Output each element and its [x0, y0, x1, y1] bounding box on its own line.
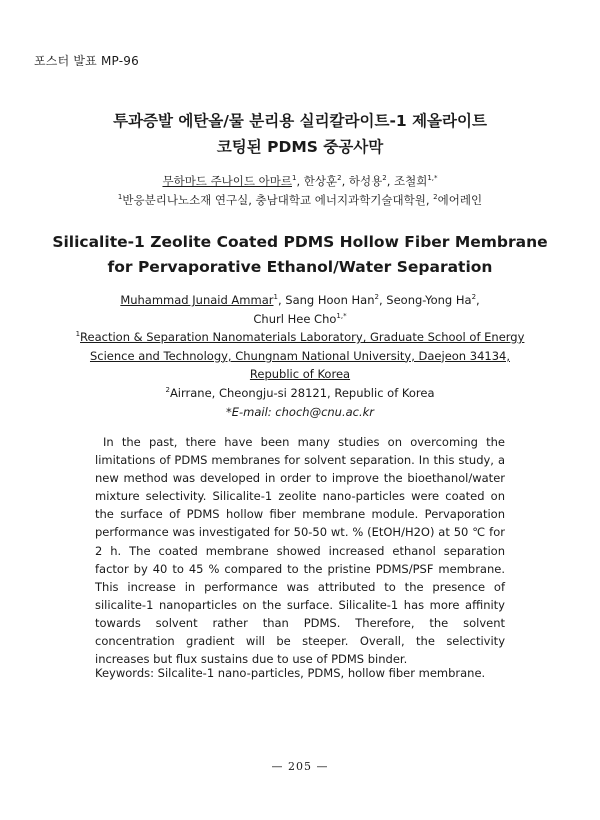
- english-title-line-1: Silicalite-1 Zeolite Coated PDMS Hollow Fiber Membrane: [52, 233, 548, 251]
- english-author-3: Seong-Yong Ha: [386, 293, 472, 307]
- english-aff-1-sup: 1: [75, 330, 81, 339]
- korean-author-2: 한상훈: [303, 174, 338, 188]
- korean-aff-1-sup: 1: [117, 193, 123, 202]
- korean-authors-block: [40, 172, 560, 210]
- korean-author-4: 조철희: [394, 174, 428, 188]
- keywords-line: Keywords: Silcalite-1 nano-particles, PDMS, hollow fiber membrane.: [95, 666, 486, 680]
- english-aff-1-line-1: Reaction & Separation Nanomaterials Laboratory, Graduate School of Energy: [80, 330, 525, 345]
- korean-author-list: 무하마드 주나이드 아마르$^1$, 한상훈$^2$, 하성용$^2$, 조철희$^{1,*}$: [162, 174, 438, 188]
- korean-title-line-1: 투과증발 에탄올/물 분리용 실리칼라이트-1 제올라이트: [113, 112, 487, 130]
- english-author-2-sup: 2: [374, 293, 379, 302]
- english-title: [40, 230, 560, 280]
- english-authors-block: [60, 291, 540, 421]
- page-number: — 205 —: [271, 760, 329, 773]
- korean-aff-2-sup: 2: [433, 193, 438, 202]
- abstract-paragraph: In the past, there have been many studies on overcoming the limitations of PDMS membranes for solvent separation. In this study, a new method was developed in order to improve the bioethanol/water mixture selectivity. Silicalite-1 zeolite nano-particles were coated on the surface of PDMS hollow fiber membrane module. Pervaporation performance was investigated for 50-50 wt. % (EtOH/H2O) at 50 ℃ for 2 h. The coated membrane showed increased ethanol separation factor by 40 to 45 % compared to the pristine PDMS/PSF membrane. This increase in performance was attributed to the presence of silicalite-1 nanoparticles on the surface. Silicalite-1 has more affinity towards solvent rather than PDMS. Therefore, the solvent concentration gradient will be steeper. Overall, the selectivity increases but flux sustains due to use of PDMS binder.: [95, 435, 505, 667]
- korean-author-3-sup: 2: [382, 174, 387, 183]
- korean-title-line-2: 코팅된 PDMS 중공사막: [216, 138, 384, 156]
- english-aff-1-line-2: Science and Technology, Chungnam National University, Daejeon 34134,: [89, 348, 510, 363]
- english-author-1-sup: 1: [273, 293, 278, 302]
- english-author-list-line-1: Muhammad Junaid Ammar$^1$, Sang Hoon Han$^2$, Seong-Yong Ha$^2$,: [120, 293, 480, 307]
- english-author-4: Churl Hee Cho: [253, 311, 337, 326]
- korean-affiliations: [40, 191, 560, 210]
- english-author-4-sup: 1,*: [336, 311, 347, 320]
- korean-author-3: 하성용: [348, 174, 383, 188]
- english-affiliation-1: [60, 328, 540, 384]
- korean-affiliation-1: 반응분리나노소재 연구실, 충남대학교 에너지과학기술대학원,: [122, 193, 430, 207]
- english-title-line-2: for Pervaporative Ethanol/Water Separation: [107, 258, 493, 276]
- english-author-2: Sang Hoon Han: [285, 293, 375, 307]
- korean-affiliation-2: 에어레인: [437, 193, 483, 207]
- english-aff-2-text: Airrane, Cheongju-si 28121, Republic of Korea: [169, 385, 435, 400]
- korean-author-1: 무하마드 주나이드 아마르: [162, 174, 292, 188]
- english-affiliation-2: [60, 384, 540, 403]
- english-author-1: Muhammad Junaid Ammar: [120, 293, 274, 307]
- english-author-3-sup: 2: [471, 293, 477, 302]
- english-author-list-line-2: [60, 310, 540, 329]
- korean-author-1-sup: 1: [292, 174, 297, 183]
- korean-author-4-sup: 1,*: [427, 174, 438, 183]
- english-aff-1-line-3: Republic of Korea: [249, 367, 351, 382]
- korean-title: [40, 108, 560, 160]
- english-aff-2-sup: 2: [165, 386, 170, 395]
- korean-author-2-sup: 2: [337, 174, 342, 183]
- session-label: 포스터 발표 MP-96: [34, 54, 139, 68]
- corresponding-email: *E-mail: choch@cnu.ac.kr: [225, 404, 375, 419]
